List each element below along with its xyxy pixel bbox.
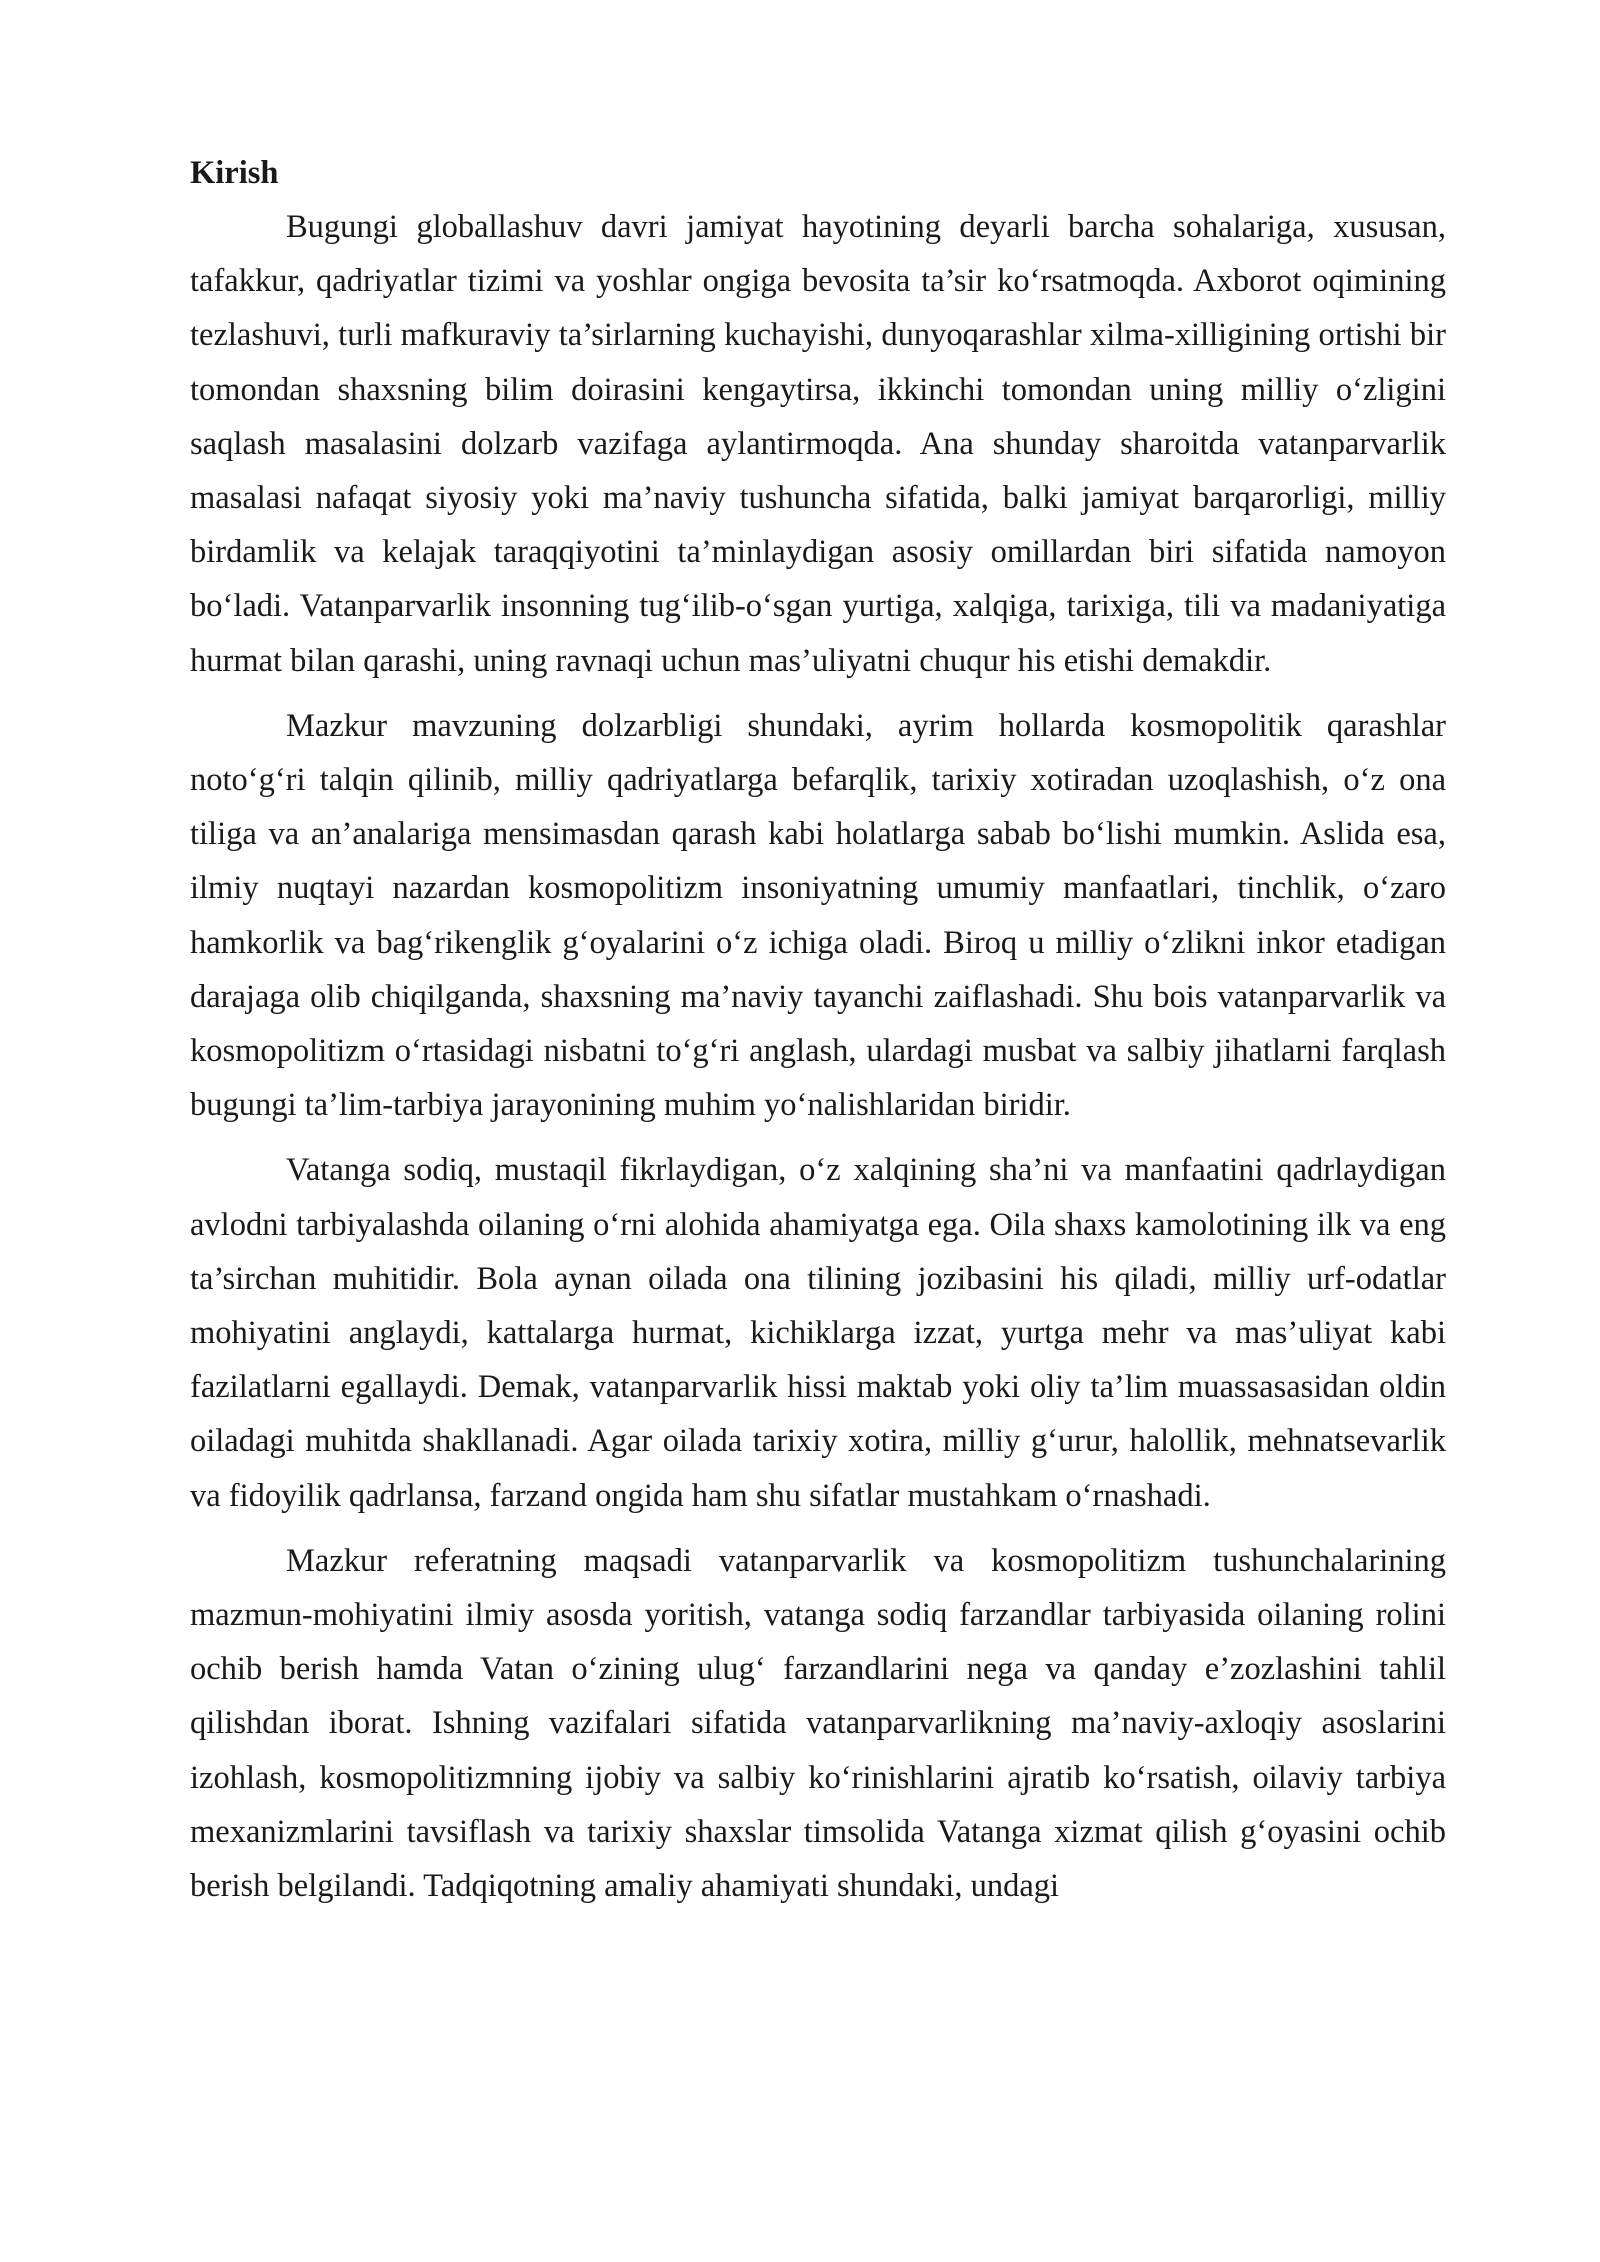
section-heading: Kirish [190,155,279,191]
paragraph-4: Mazkur referatning maqsadi vatanparvarlik va kosmopolitizm tushunchalarining mazmun-mohiyatini ilmiy asosda yoritish, vatanga sodiq farzandlar tarbiyasida oilaning rolini ochib berish hamda Vatan o‘zining ulug‘ farzandlarini nega va qanday e’zozlashini tahlil qilishdan iborat. Ishning vazifalari sifatida vatanparvarlikning ma’naviy-axloqiy asoslarini izohlash, kosmopolitizmning ijobiy va salbiy ko‘rinishlarini ajratib ko‘rsatish, oilaviy tarbiya mexanizmlarini tavsiflash va tarixiy shaxslar timsolida Vatanga xizmat qilish g‘oyasini ochib berish belgilandi. Tadqiqotning amaliy ahamiyati shundaki, undagi [190,1542,1446,1905]
paragraph-3: Vatanga sodiq, mustaqil fikrlaydigan, o‘z xalqining sha’ni va manfaatini qadrlaydigan avlodni tarbiyalashda oilaning o‘rni alohida ahamiyatga ega. Oila shaxs kamolotining ilk va eng ta’sirchan muhitidir. Bola aynan oilada ona tilining jozibasini his qiladi, milliy urf-odatlar mohiyatini anglaydi, kattalarga hurmat, kichiklarga izzat, yurtga mehr va mas’uliyat kabi fazilatlarni egallaydi. Demak, vatanparvarlik hissi maktab yoki oliy ta’lim muassasasidan oldin oiladagi muhitda shakllanadi. Agar oilada tarixiy xotira, milliy g‘urur, halollik, mehnatsevarlik va fidoyilik qadrlansa, farzand ongida ham shu sifatlar mustahkam o‘rnashadi. [190,1152,1446,1514]
paragraph-2: Mazkur mavzuning dolzarbligi shundaki, ayrim hollarda kosmopolitik qarashlar noto‘g‘ri talqin qilinib, milliy qadriyatlarga befarqlik, tarixiy xotiradan uzoqlashish, o‘z ona tiliga va an’analariga mensimasdan qarash kabi holatlarga sabab bo‘lishi mumkin. Aslida esa, ilmiy nuqtayi nazardan kosmopolitizm insoniyatning umumiy manfaatlari, tinchlik, o‘zaro hamkorlik va bag‘rikenglik g‘oyalarini o‘z ichiga oladi. Biroq u milliy o‘zlikni inkor etadigan darajaga olib chiqilganda, shaxsning ma’naviy tayanchi zaiflashadi. Shu bois vatanparvarlik va kosmopolitizm o‘rtasidagi nisbatni to‘g‘ri anglash, ulardagi musbat va salbiy jihatlarni farqlash bugungi ta’lim-tarbiya jarayonining muhim yo‘nalishlaridan biridir. [190,707,1446,1124]
document-body [190,146,1446,1924]
paragraph-1: Bugungi globallashuv davri jamiyat hayotining deyarli barcha sohalariga, xususan, tafakkur, qadriyatlar tizimi va yoshlar ongiga bevosita ta’sir ko‘rsatmoqda. Axborot oqimining tezlashuvi, turli mafkuraviy ta’sirlarning kuchayishi, dunyoqarashlar xilma-xilligining ortishi bir tomondan shaxsning bilim doirasini kengaytirsa, ikkinchi tomondan uning milliy o‘zligini saqlash masalasini dolzarb vazifaga aylantirmoqda. Ana shunday sharoitda vatanparvarlik masalasi nafaqat siyosiy yoki ma’naviy tushuncha sifatida, balki jamiyat barqarorligi, milliy birdamlik va kelajak taraqqiyotini ta’minlaydigan asosiy omillardan biri sifatida namoyon bo‘ladi. Vatanparvarlik insonning tug‘ilib-o‘sgan yurtiga, xalqiga, tarixiga, tili va madaniyatiga hurmat bilan qarashi, uning ravnaqi uchun mas’uliyatni chuqur his etishi demakdir. [190,209,1446,679]
